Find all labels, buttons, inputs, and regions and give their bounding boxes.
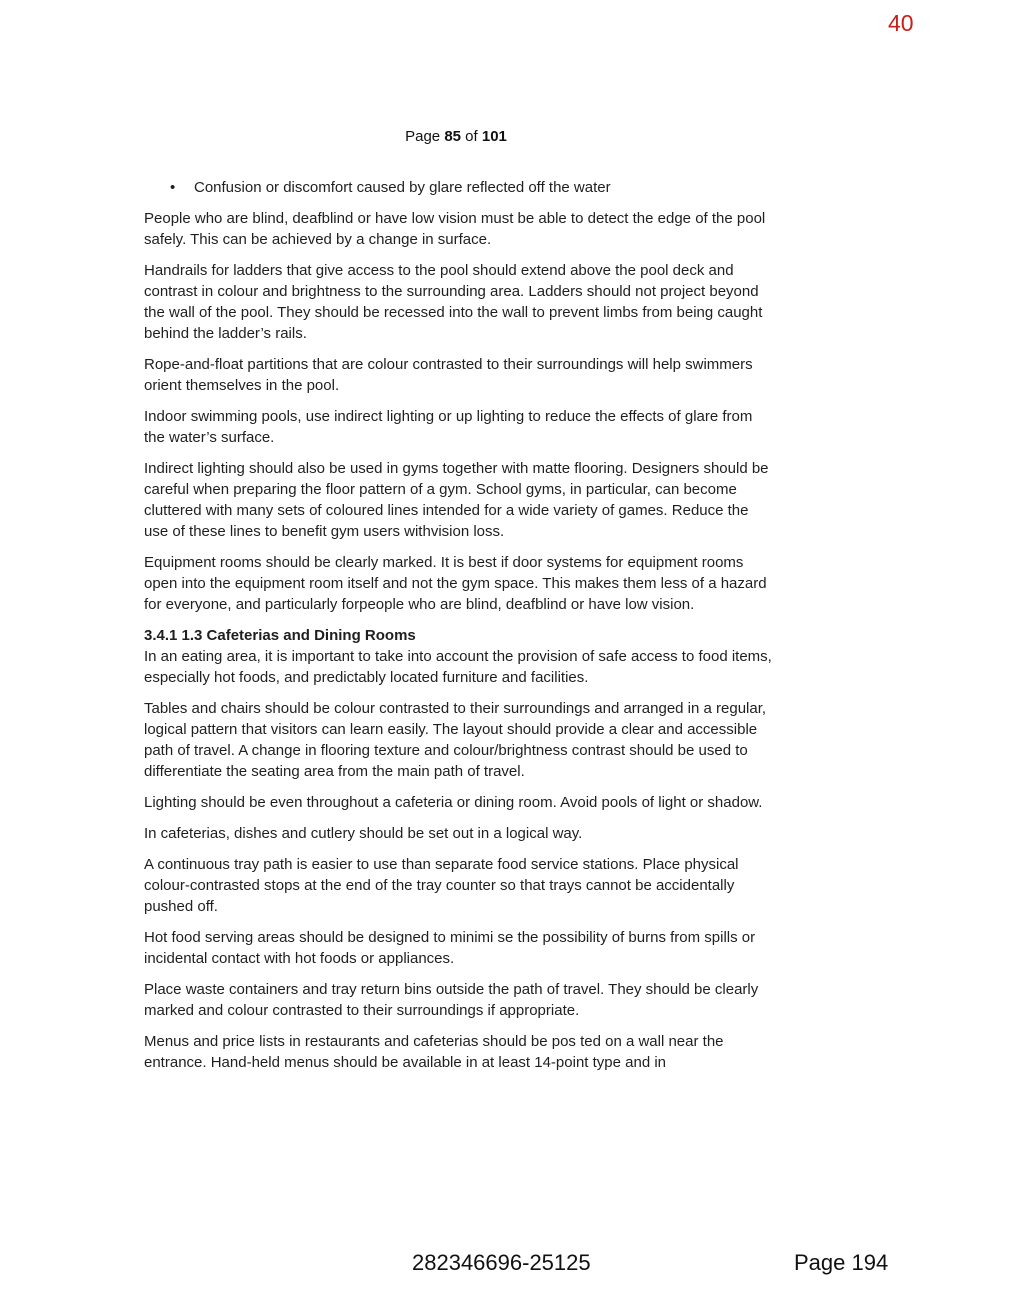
- paragraph: People who are blind, deafblind or have low vision must be able to detect the edge of the pool safely. This can be achieved by a change in surface.: [144, 210, 766, 248]
- page-header-total: 101: [481, 128, 507, 145]
- paragraph: Tables and chairs should be colour contrasted to their surroundings and arranged in a regular, logical pattern that visitors can learn easily. The layout should provide a clear and accessible path of travel. A change in flooring texture and colour/brightness contrast should be used to differentiate the seating area from the main path of travel.: [144, 700, 767, 780]
- paragraph: Rope-and-float partitions that are colour contrasted to their surroundings will help swimmers orient themselves in the pool.: [144, 356, 753, 394]
- page-header: [0, 128, 912, 145]
- paragraph: In cafeterias, dishes and cutlery should be set out in a logical way.: [144, 825, 583, 842]
- page-header-prefix: Page: [405, 128, 445, 145]
- footer-document-id: 282346696-25125: [412, 1250, 591, 1275]
- paragraph: A continuous tray path is easier to use than separate food service stations. Place physical colour-contrasted stops at the end of the tray counter so that trays cannot be accidentally pushed off.: [144, 856, 739, 915]
- paragraph: Place waste containers and tray return bins outside the path of travel. They should be clearly marked and colour contrasted to their surroundings if appropriate.: [144, 981, 759, 1019]
- corner-page-number: 40: [888, 10, 914, 36]
- paragraph: In an eating area, it is important to take into account the provision of safe access to food items, especially hot foods, and predictably located furniture and facilities.: [144, 648, 772, 686]
- paragraph: Equipment rooms should be clearly marked. It is best if door systems for equipment rooms open into the equipment room itself and not the gym space. This makes them less of a hazard for everyone, and particularly forpeople who are blind, deafblind or have low vision.: [144, 554, 767, 613]
- bullet-text: Confusion or discomfort caused by glare reflected off the water: [194, 179, 611, 196]
- paragraph: Indirect lighting should also be used in gyms together with matte flooring. Designers should be careful when preparing the floor pattern of a gym. School gyms, in particular, can become cluttered with many sets of coloured lines intended for a wide variety of games. Reduce the use of these lines to benefit gym users withvision loss.: [144, 460, 769, 540]
- bullet-icon: •: [170, 179, 176, 196]
- paragraph: Indoor swimming pools, use indirect lighting or up lighting to reduce the effects of glare from the water’s surface.: [144, 408, 753, 446]
- footer-page-label: Page 194: [794, 1250, 889, 1275]
- document-body: [144, 177, 776, 1083]
- page-header-current: 85: [444, 128, 461, 145]
- paragraph: Handrails for ladders that give access to the pool should extend above the pool deck and contrast in colour and brightness to the surrounding area. Ladders should not project beyond the wall of the pool. They should be recessed into the wall to prevent limbs from being caught behind the ladder’s rails.: [144, 262, 763, 342]
- bullet-item: [144, 177, 776, 198]
- page-header-middle: of: [461, 128, 482, 145]
- paragraph: Hot food serving areas should be designed to minimi se the possibility of burns from spills or incidental contact with hot foods or appliances.: [144, 929, 756, 967]
- section-heading: 3.4.1 1.3 Cafeterias and Dining Rooms: [144, 627, 416, 644]
- paragraph: Menus and price lists in restaurants and cafeterias should be pos ted on a wall near the entrance. Hand-held menus should be available in at least 14-point type and in: [144, 1033, 724, 1071]
- paragraph: Lighting should be even throughout a cafeteria or dining room. Avoid pools of light or shadow.: [144, 794, 763, 811]
